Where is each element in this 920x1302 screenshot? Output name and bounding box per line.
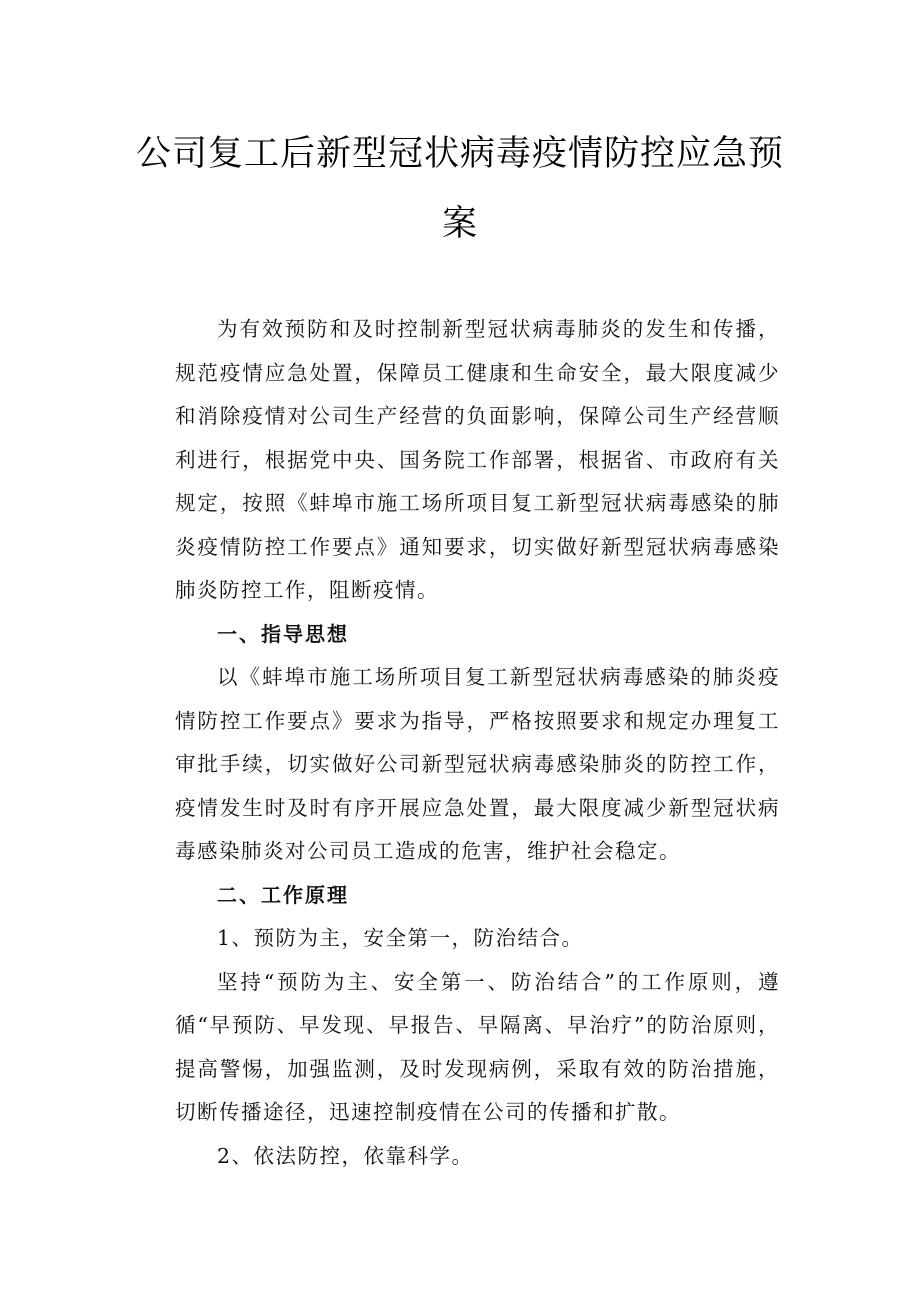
principle-2-item: 2、依法防控，依靠科学。 [217, 1143, 474, 1168]
document-body [175, 308, 780, 1178]
section-1-heading: 一、指导思想 [217, 621, 349, 646]
section-1-paragraph: 以《蚌埠市施工场所项目复工新型冠状病毒感染的肺炎疫情防控工作要点》要求为指导，严格按照要求和规定办理复工审批手续，切实做好公司新型冠状病毒感染肺炎的防控工作，疫情发生时及时有序开展应急处置，最大限度减少新型冠状病毒感染肺炎对公司员工造成的危害，维护社会稳定。 [175, 665, 780, 863]
intro-paragraph: 为有效预防和及时控制新型冠状病毒肺炎的发生和传播，规范疫情应急处置，保障员工健康和生命安全，最大限度减少和消除疫情对公司生产经营的负面影响，保障公司生产经营顺利进行，根据党中央、国务院工作部署，根据省、市政府有关规定，按照《蚌埠市施工场所项目复工新型冠状病毒感染的肺炎疫情防控工作要点》通知要求，切实做好新型冠状病毒感染肺炎防控工作，阻断疫情。 [175, 317, 780, 602]
document-title-line-1: 公司复工后新型冠状病毒疫情防控应急预 [135, 134, 784, 174]
principle-1-item: 1、预防为主，安全第一，防治结合。 [217, 926, 584, 950]
principle-1-paragraph: 坚持“预防为主、安全第一、防治结合”的工作原则，遵循“早预防、早发现、早报告、早隔离、早治疗”的防治原则，提高警惕，加强监测，及时发现病例，采取有效的防治措施，切断传播途径，迅速控制疫情在公司的传播和扩散。 [175, 969, 780, 1124]
section-2-heading: 二、工作原理 [217, 882, 349, 907]
document-title-line-2: 案 [441, 204, 478, 244]
